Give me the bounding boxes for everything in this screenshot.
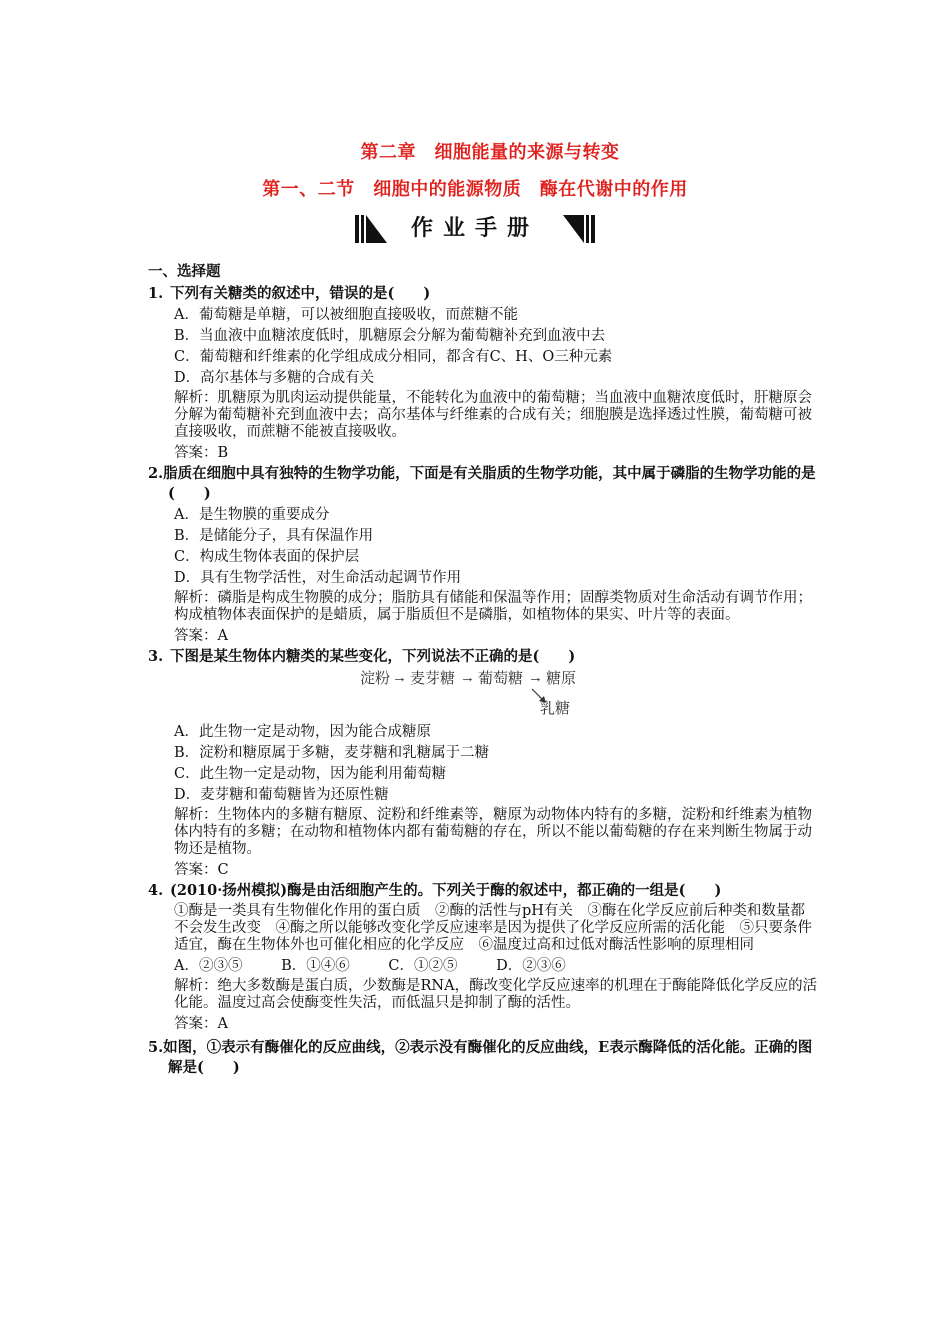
question-number: 3. bbox=[148, 648, 164, 665]
question-2 bbox=[148, 464, 818, 504]
option-c: C．构成生物体表面的保护层 bbox=[174, 549, 360, 565]
arrow-icon: → bbox=[460, 669, 475, 686]
option-a: A．此生物一定是动物，因为能合成糖原 bbox=[174, 724, 431, 740]
question-stem: 下图是某生物体内糖类的某些变化，下列说法不正确的是( ) bbox=[170, 648, 576, 665]
statement-list: ①酶是一类具有生物催化作用的蛋白质 ②酶的活性与pH有关 ③酶在化学反应前后种类和数量都不会发生改变 ④酶之所以能够改变化学反应速率是因为提供了化学反应所需的活化能 ⑤只要条件适宜，酶在生物体外也可催化相应的化学反应 ⑥温度过高和过低对酶活性影响的原理相同 bbox=[174, 903, 812, 953]
homework-banner bbox=[355, 213, 595, 247]
diagram-node-lactose: 乳糖 bbox=[540, 700, 571, 717]
banner-right-mark-icon bbox=[563, 213, 595, 245]
diagram-node-glucose: 葡萄糖 bbox=[478, 670, 524, 687]
diagram-node-maltose: 麦芽糖 bbox=[410, 670, 456, 687]
option-d: D．高尔基体与多糖的合成有关 bbox=[174, 370, 375, 386]
answer: 答案：A bbox=[174, 1016, 228, 1032]
question-list bbox=[148, 262, 818, 1078]
question-number: 1. bbox=[148, 285, 164, 302]
option-d: D．麦芽糖和葡萄糖皆为还原性糖 bbox=[174, 787, 389, 803]
question-5 bbox=[148, 1038, 818, 1078]
arrow-icon: → bbox=[528, 669, 543, 686]
answer: 答案：B bbox=[174, 445, 229, 461]
explanation: 解析：生物体内的多糖有糖原、淀粉和纤维素等，糖原为动物体内特有的多糖，淀粉和纤维素为植物体内特有的多糖；在动物和植物体内都有葡萄糖的存在，所以不能以葡萄糖的存在来判断生物属于动物还是植物。 bbox=[174, 807, 812, 857]
option-d: D．具有生物学活性，对生命活动起调节作用 bbox=[174, 570, 462, 586]
option-c: C．葡萄糖和纤维素的化学组成成分相同，都含有C、H、O三种元素 bbox=[174, 349, 613, 365]
section-heading: 一、选择题 bbox=[148, 263, 221, 280]
option-row bbox=[148, 956, 818, 976]
question-number: 5. bbox=[148, 1039, 164, 1056]
explanation: 解析：肌糖原为肌肉运动提供能量，不能转化为血液中的葡萄糖；当血液中血糖浓度低时，肝糖原会分解为葡萄糖补充到血液中去；高尔基体与纤维素的合成有关；细胞膜是选择透过性膜，葡萄糖可被直接吸收，而蔗糖不能被直接吸收。 bbox=[174, 390, 812, 440]
banner-left-mark-icon bbox=[355, 213, 387, 245]
sugar-conversion-diagram bbox=[148, 669, 818, 721]
explanation: 解析：磷脂是构成生物膜的成分；脂肪具有储能和保温等作用；固醇类物质对生命活动有调节作用；构成植物体表面保护的是蜡质，属于脂质但不是磷脂，如植物体的果实、叶片等的表面。 bbox=[174, 590, 812, 623]
explanation: 解析：绝大多数酶是蛋白质，少数酶是RNA，酶改变化学反应速率的机理在于酶能降低化学反应的活化能。温度过高会使酶变性失活，而低温只是抑制了酶的活性。 bbox=[174, 978, 818, 1011]
question-number: 2. bbox=[148, 465, 164, 482]
option-d: D．②③⑥ bbox=[496, 958, 566, 974]
diagram-node-starch: 淀粉 bbox=[360, 670, 391, 687]
option-b: B．①④⑥ bbox=[281, 958, 350, 974]
question-4 bbox=[148, 881, 818, 901]
option-b: B．是储能分子，具有保温作用 bbox=[174, 528, 374, 544]
section-title: 第一、二节 细胞中的能源物质 酶在代谢中的作用 bbox=[262, 179, 688, 200]
option-a: A．是生物膜的重要成分 bbox=[174, 507, 330, 523]
option-a: A．②③⑤ bbox=[174, 958, 243, 974]
question-1 bbox=[148, 284, 818, 304]
question-3 bbox=[148, 647, 818, 667]
option-b: B．淀粉和糖原属于多糖，麦芽糖和乳糖属于二糖 bbox=[174, 745, 490, 761]
question-number: 4. bbox=[148, 882, 164, 899]
option-c: C．①②⑤ bbox=[388, 958, 458, 974]
arrow-icon: → bbox=[392, 669, 407, 686]
question-stem: (2010·扬州模拟)酶是由活细胞产生的。下列关于酶的叙述中，都正确的一组是( ) bbox=[170, 882, 722, 899]
option-c: C．此生物一定是动物，因为能利用葡萄糖 bbox=[174, 766, 447, 782]
question-stem: 如图，①表示有酶催化的反应曲线，②表示没有酶催化的反应曲线，E表示酶降低的活化能。正确的图解是( ) bbox=[163, 1039, 813, 1076]
question-stem: 脂质在细胞中具有独特的生物学功能，下面是有关脂质的生物学功能，其中属于磷脂的生物学功能的是( ) bbox=[163, 465, 816, 502]
chapter-title: 第二章 细胞能量的来源与转变 bbox=[360, 142, 620, 163]
diagram-node-glycogen: 糖原 bbox=[546, 670, 577, 687]
option-a: A．葡萄糖是单糖，可以被细胞直接吸收，而蔗糖不能 bbox=[174, 307, 518, 323]
option-b: B．当血液中血糖浓度低时，肌糖原会分解为葡萄糖补充到血液中去 bbox=[174, 328, 606, 344]
answer: 答案：A bbox=[174, 628, 228, 644]
question-stem: 下列有关糖类的叙述中，错误的是( ) bbox=[170, 285, 431, 302]
banner-text: 作业手册 bbox=[410, 216, 539, 241]
answer: 答案：C bbox=[174, 862, 229, 878]
